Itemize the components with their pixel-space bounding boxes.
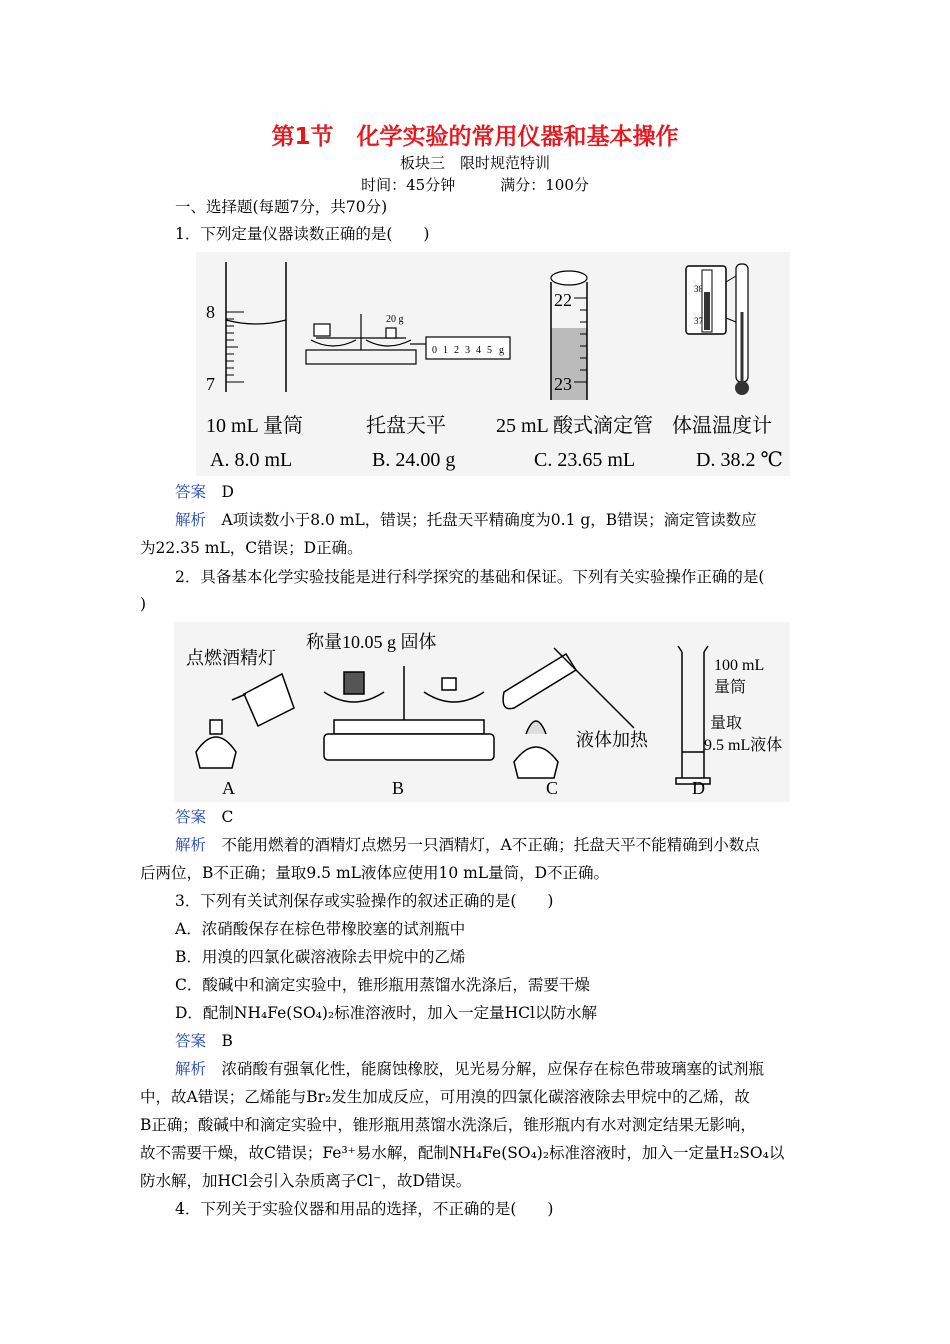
question-2-stem-cont: ) (140, 595, 147, 613)
option-a-label: A (222, 778, 235, 798)
figure-q2-operations (174, 622, 790, 802)
option-b-label: B (392, 778, 405, 798)
time-info: 时间：45分钟 满分：100分 (361, 176, 589, 194)
scale-tick-1: 1 (443, 345, 448, 356)
thermo-tick-37: 37 (694, 316, 703, 326)
option-a-reading: A. 8.0 mL (210, 449, 293, 471)
q1-analysis-line-2: 为22.35 mL，C错误；D正确。 (140, 539, 363, 557)
q2-analysis-line-1 (175, 834, 760, 856)
q1-answer: D (221, 483, 234, 501)
q1-analysis-line-1 (175, 509, 757, 531)
question-1-stem: 1．下列定量仪器读数正确的是( ) (175, 225, 430, 243)
scale-tick-5: 5 (487, 345, 492, 356)
label-d-measure: 量取 (710, 715, 743, 732)
page-title: 第1节 化学实验的常用仪器和基本操作 (271, 124, 679, 150)
scale-tick-2: 2 (454, 345, 459, 356)
option-d-label: D (692, 778, 705, 798)
label-d-cylinder: 量筒 (714, 679, 747, 696)
answer-label: 答案 (175, 483, 207, 501)
balance-weight-label: 20 g (386, 314, 404, 325)
figure-q1-instruments (196, 252, 790, 476)
label-c-heating: 液体加热 (576, 730, 648, 750)
q1-answer-row (175, 481, 234, 503)
cylinder-tick-8: 8 (206, 302, 215, 322)
q2-analysis-line-2: 后两位，B不正确；量取9.5 mL液体应使用10 mL量筒，D不正确。 (140, 864, 610, 882)
q3-option-c: C．酸碱中和滴定实验中，锥形瓶用蒸馏水洗涤后，需要干燥 (175, 976, 590, 994)
q3-option-b: B．用溴的四氯化碳溶液除去甲烷中的乙烯 (175, 948, 466, 966)
option-d-reading: D. 38.2 ℃ (696, 449, 783, 471)
analysis-label: 解析 (175, 836, 207, 854)
option-c-reading: C. 23.65 mL (534, 449, 636, 471)
q3-option-d: D．配制NH₄Fe(SO₄)₂标准溶液时，加入一定量HCl以防水解 (175, 1004, 597, 1022)
label-a-lighting: 点燃酒精灯 (186, 648, 276, 668)
analysis-label: 解析 (175, 511, 207, 529)
section-title: 板块三 限时规范特训 (399, 154, 550, 172)
label-b-weighing: 称量10.05 g 固体 (306, 632, 437, 652)
q3-analysis-line-4: 故不需要干燥，故C错误；Fe³⁺易水解，配制NH₄Fe(SO₄)₂标准溶液时，加入一定量H₂SO₄以 (140, 1144, 785, 1162)
cylinder-tick-7: 7 (206, 374, 215, 394)
q3-analysis-line-2: 中，故A错误；乙烯能与Br₂发生加成反应，可用溴的四氯化碳溶液除去甲烷中的乙烯，故 (140, 1088, 750, 1106)
scale-tick-g: g (499, 345, 504, 356)
q2-analysis-text-1: 不能用燃着的酒精灯点燃另一只酒精灯，A不正确；托盘天平不能精确到小数点 (221, 836, 760, 854)
question-4-stem: 4．下列关于实验仪器和用品的选择，不正确的是( ) (175, 1200, 554, 1218)
instrument-name-thermometer: 体温温度计 (672, 415, 772, 437)
q3-analysis-line-1 (175, 1058, 764, 1080)
burette-tick-22: 22 (554, 290, 572, 310)
q1-analysis-text-1: A项读数小于8.0 mL，错误；托盘天平精确度为0.1 g，B错误；滴定管读数应 (221, 511, 757, 529)
analysis-label: 解析 (175, 1060, 207, 1078)
scale-tick-3: 3 (465, 345, 470, 356)
instrument-name-burette: 25 mL 酸式滴定管 (496, 415, 654, 437)
q3-analysis-line-3: B正确；酸碱中和滴定实验中，锥形瓶用蒸馏水洗涤后，锥形瓶内有水对测定结果无影响， (140, 1116, 756, 1134)
q3-answer-row (175, 1030, 233, 1052)
q3-analysis-text-1: 浓硝酸有强氧化性，能腐蚀橡胶，见光易分解，应保存在棕色带玻璃塞的试剂瓶 (221, 1060, 765, 1078)
label-d-amount: 9.5 mL液体 (704, 737, 783, 754)
q2-answer: C (221, 808, 234, 826)
scale-tick-4: 4 (476, 345, 481, 356)
q3-option-a: A．浓硝酸保存在棕色带橡胶塞的试剂瓶中 (175, 920, 466, 938)
q3-analysis-line-5: 防水解，加HCl会引入杂质离子Cl⁻，故D错误。 (140, 1172, 472, 1190)
option-c-label: C (546, 778, 559, 798)
q2-answer-row (175, 806, 233, 828)
burette-tick-23: 23 (554, 374, 572, 394)
question-3-stem: 3．下列有关试剂保存或实验操作的叙述正确的是( ) (175, 892, 554, 910)
part-heading: 一、选择题(每题7分，共70分) (175, 198, 388, 216)
answer-label: 答案 (175, 808, 207, 826)
instrument-name-cylinder: 10 mL 量筒 (206, 415, 304, 437)
instrument-name-balance: 托盘天平 (366, 415, 446, 437)
question-2-stem: 2．具备基本化学实验技能是进行科学探究的基础和保证。下列有关实验操作正确的是( (175, 568, 765, 586)
thermo-tick-38: 38 (694, 284, 703, 294)
scale-tick-0: 0 (432, 345, 437, 356)
option-b-reading: B. 24.00 g (372, 449, 456, 471)
q3-answer: B (221, 1032, 233, 1050)
label-d-volume: 100 mL (714, 657, 765, 674)
answer-label: 答案 (175, 1032, 207, 1050)
